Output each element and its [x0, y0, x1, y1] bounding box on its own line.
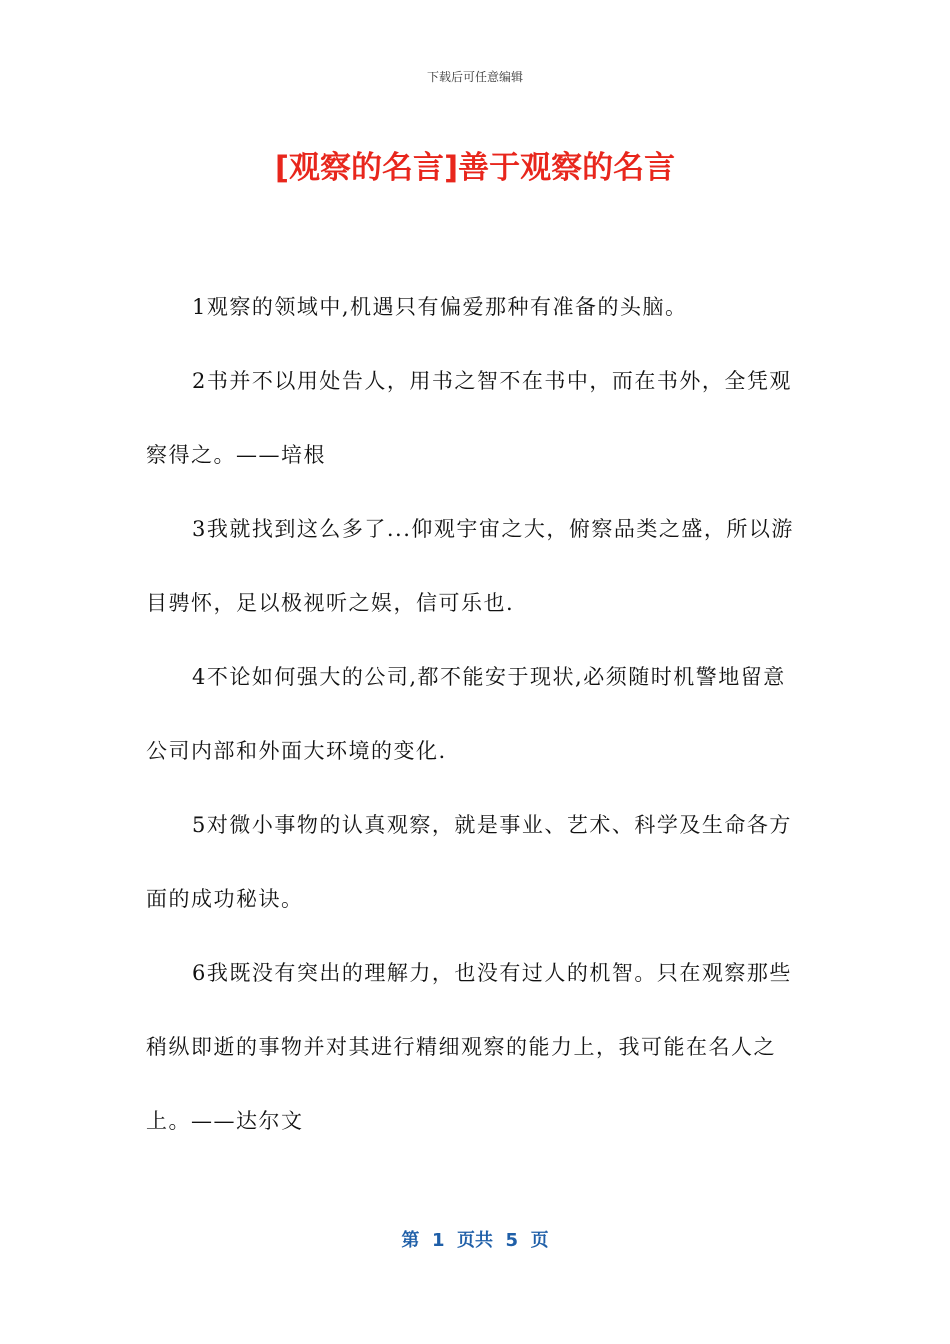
document-body: [146, 270, 796, 1158]
document-title: [观察的名言]善于观察的名言: [274, 150, 676, 186]
quote-paragraph-1: 1观察的领域中,机遇只有偏爱那种有准备的头脑。: [192, 295, 688, 319]
page-footer: [0, 1226, 950, 1252]
header-note: 下载后可任意编辑: [426, 70, 523, 84]
quote-paragraph-4: 4不论如何强大的公司,都不能安于现状,必须随时机警地留意公司内部和外面大环境的变化.: [146, 665, 786, 763]
quote-paragraph-3: 3我就找到这么多了...仰观宇宙之大，俯察品类之盛，所以游目骋怀，足以极视听之娱，信可乐也.: [146, 517, 794, 615]
page-number: 第 1 页共 5 页: [401, 1230, 549, 1251]
quote-paragraph-5: 5对微小事物的认真观察，就是事业、艺术、科学及生命各方面的成功秘诀。: [146, 813, 792, 911]
quote-paragraph-2: 2书并不以用处告人，用书之智不在书中，而在书外，全凭观察得之。——培根: [146, 369, 792, 467]
quote-paragraph-6: 6我既没有突出的理解力，也没有过人的机智。只在观察那些稍纵即逝的事物并对其进行精细观察的能力上，我可能在名人之上。——达尔文: [146, 961, 792, 1133]
